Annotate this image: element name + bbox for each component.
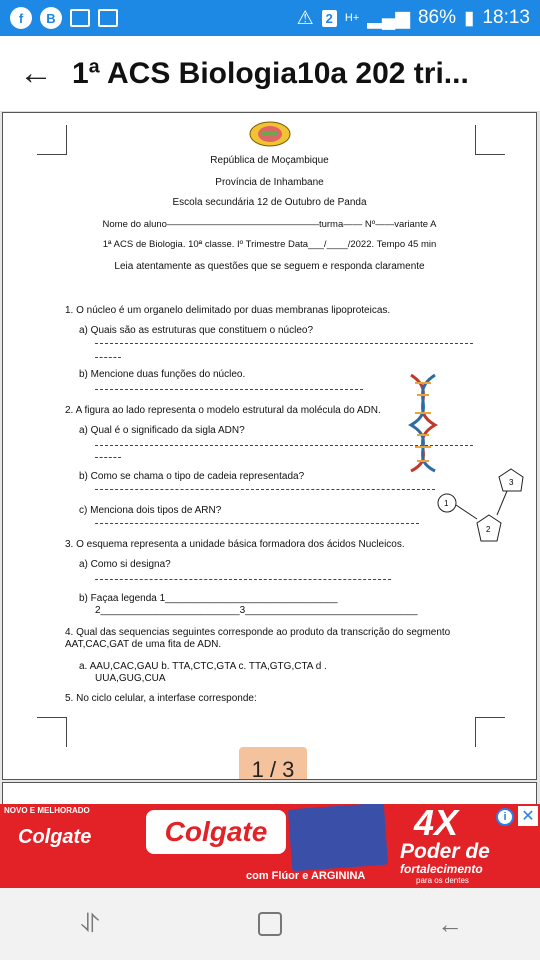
ad-brand-logo: Colgate	[18, 826, 92, 848]
question-3b-legend: 2_________________________3_______________________________	[95, 605, 418, 616]
ad-info-icon[interactable]: i	[496, 808, 514, 826]
answer-line	[95, 343, 473, 344]
navigation-bar	[0, 888, 540, 960]
question-1: 1. O núcleo é um organelo delimitado por duas membranas lipoproteicas.	[65, 305, 391, 316]
class-line: 1ª ACS de Biologia. 10ª classe. Iº Trimestre Data___/____/2022. Tempo 45 min	[102, 239, 437, 250]
crop-mark	[37, 717, 67, 747]
question-3b: b) Façaa legenda 1_______________________________	[79, 593, 338, 604]
recent-apps-icon[interactable]: ⥯	[80, 908, 100, 938]
toothpaste-image	[288, 804, 388, 871]
question-4-cont: AAT,CAC,GAT de uma fita de ADN.	[65, 639, 222, 650]
ad-product-brand: Colgate	[164, 816, 268, 847]
question-4: 4. Qual das sequencias seguintes corresponde ao produto da transcrição do segmento	[65, 627, 451, 638]
page-indicator: 1 / 3	[239, 747, 307, 780]
document-title: 1ª ACS Biologia10a 202 tri...	[72, 56, 469, 90]
battery-icon: ▮	[463, 7, 475, 29]
instruction: Leia atentamente as questões que se seguem e responda claramente	[114, 261, 425, 272]
image-icon	[70, 9, 90, 27]
question-2a: a) Qual é o significado da sigla ADN?	[79, 425, 245, 436]
diagram-label: 2	[486, 525, 491, 534]
question-2c: c) Menciona dois tipos de ARN?	[79, 505, 222, 516]
crop-mark	[37, 125, 67, 155]
activity-icon	[98, 9, 118, 27]
ad-sub1: Poder de	[400, 840, 490, 863]
answer-line	[95, 457, 121, 458]
pdf-viewer[interactable]	[0, 112, 540, 804]
question-3a: a) Como si designa?	[79, 559, 171, 570]
diagram-label: 1	[444, 499, 449, 508]
header-line-2: Província de Inhambane	[215, 177, 324, 188]
answer-line	[95, 389, 363, 390]
question-3: 3. O esquema representa a unidade básica formadora dos ácidos Nucleicos.	[65, 539, 405, 550]
question-2: 2. A figura ao lado representa o modelo estrutural da molécula do ADN.	[65, 405, 381, 416]
answer-line	[95, 579, 391, 580]
question-1b: b) Mencione duas funções do núcleo.	[79, 369, 246, 380]
crop-mark	[475, 125, 505, 155]
app-bar	[0, 36, 540, 112]
back-icon[interactable]: ←	[437, 908, 463, 939]
sim-badge: 2	[322, 10, 337, 27]
crop-mark	[475, 717, 505, 747]
question-1a: a) Quais são as estruturas que constituem o núcleo?	[79, 325, 314, 336]
ad-badge: NOVO E MELHORADO	[4, 806, 90, 815]
ad-product-logo	[146, 810, 286, 854]
home-icon[interactable]	[250, 904, 290, 944]
question-4-option-d: UUA,GUG,CUA	[95, 673, 166, 684]
diagram-label: 3	[509, 478, 514, 487]
header-line-3: Escola secundária 12 de Outubro de Panda	[172, 197, 367, 208]
question-5: 5. No ciclo celular, a interfase corresponde:	[65, 693, 257, 704]
ad-small: para os dentes	[416, 876, 469, 885]
ad-close-icon[interactable]: ✕	[518, 806, 538, 826]
answer-line	[95, 523, 419, 524]
answer-line	[95, 357, 121, 358]
signal-icon: ▂▄▆	[367, 7, 410, 29]
coat-of-arms-emblem	[247, 119, 293, 147]
dna-double-helix-image	[403, 371, 443, 473]
advertisement-banner[interactable]	[0, 804, 540, 888]
question-4-options: a. AAU,CAC,GAU b. TTA,CTC,GTA c. TTA,GTG,CTA d .	[79, 661, 327, 672]
question-2b: b) Como se chama o tipo de cadeia representada?	[79, 471, 305, 482]
answer-line	[95, 489, 435, 490]
back-arrow-icon[interactable]: ←	[19, 54, 53, 92]
ad-headline: 4X	[414, 804, 459, 843]
battery-text: 86%	[417, 7, 456, 28]
ad-bottom-text: com Flúor e ARGININA	[246, 870, 366, 882]
alert-icon: ⚠	[296, 7, 314, 29]
clock: 18:13	[482, 7, 530, 28]
status-bar	[0, 0, 540, 36]
nucleotide-diagram	[435, 465, 529, 549]
b-app-icon: B	[40, 7, 62, 29]
ad-sub2: fortalecimento	[400, 862, 483, 876]
name-line: Nome do aluno————————————————turma—— Nº——variante A	[102, 219, 437, 230]
facebook-icon: f	[10, 7, 32, 29]
header-line-1: República de Moçambique	[210, 155, 329, 166]
pdf-page-1	[2, 112, 537, 780]
network-type: H+	[344, 12, 360, 24]
